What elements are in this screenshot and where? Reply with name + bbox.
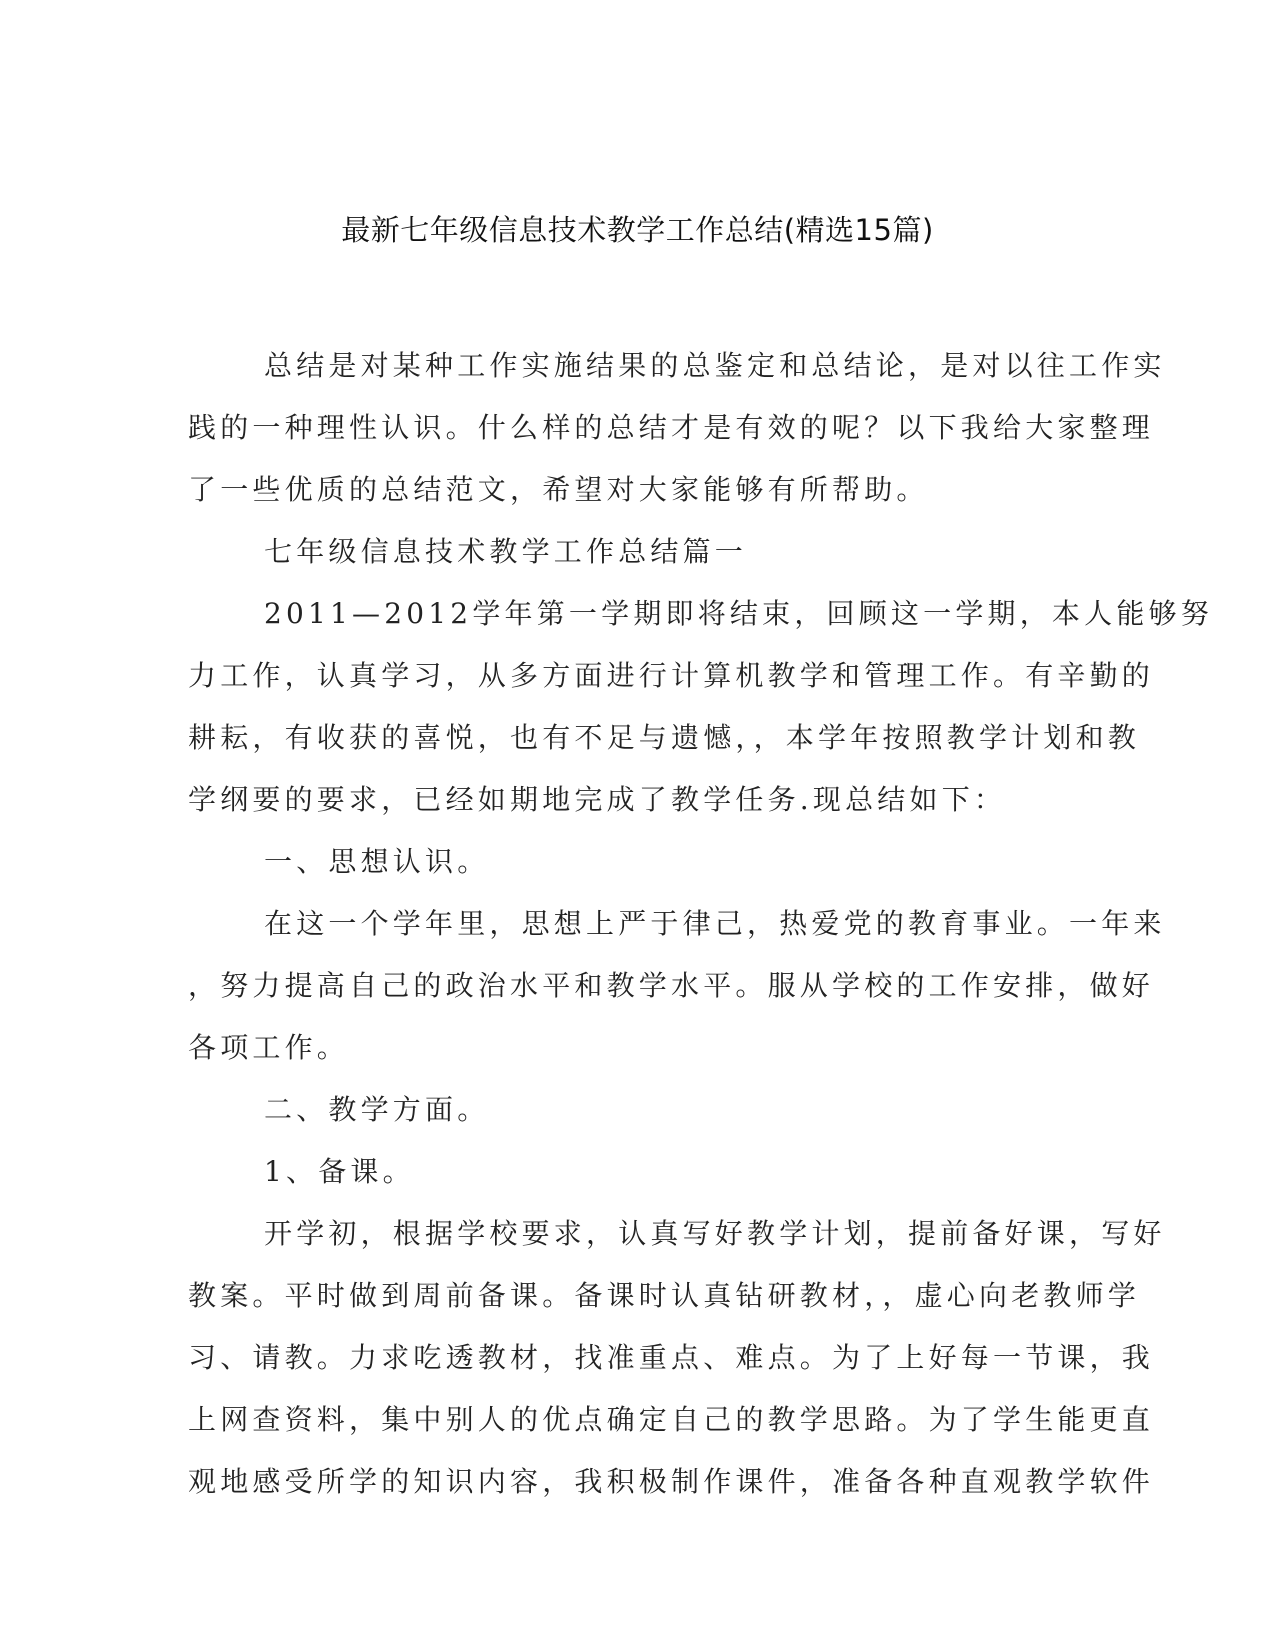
paragraph-opening bbox=[188, 583, 1213, 831]
text-line: 耕耘，有收获的喜悦，也有不足与遗憾，，本学年按照教学计划和教 bbox=[188, 721, 1141, 754]
text-line: 七年级信息技术教学工作总结篇一 bbox=[264, 535, 748, 568]
paragraph-lesson-prep bbox=[188, 1203, 1166, 1513]
text-line: 观地感受所学的知识内容，我积极制作课件，准备各种直观教学软件 bbox=[188, 1465, 1155, 1498]
text-line: 一、思想认识。 bbox=[264, 845, 490, 878]
document-body bbox=[188, 335, 1213, 1513]
text-line: 2011—2012学年第一学期即将结束，回顾这一学期，本人能够努 bbox=[264, 597, 1213, 630]
text-line: 在这一个学年里，思想上严于律己，热爱党的教育事业。一年来 bbox=[264, 907, 1166, 940]
subheading-lesson-prep bbox=[188, 1141, 1078, 1203]
text-line: 二、教学方面。 bbox=[264, 1093, 490, 1126]
section-heading bbox=[188, 521, 1078, 583]
text-line: 上网查资料，集中别人的优点确定自己的教学思路。为了学生能更直 bbox=[188, 1403, 1155, 1436]
text-line: 力工作，认真学习，从多方面进行计算机教学和管理工作。有辛勤的 bbox=[188, 659, 1155, 692]
paragraph-intro bbox=[188, 335, 1166, 521]
text-line: 开学初，根据学校要求，认真写好教学计划，提前备好课，写好 bbox=[264, 1217, 1166, 1250]
text-line: 1、备课。 bbox=[264, 1155, 415, 1188]
text-line: 各项工作。 bbox=[188, 1031, 350, 1064]
document-title: 最新七年级信息技术教学工作总结(精选15篇) bbox=[341, 213, 934, 247]
subheading-teaching bbox=[188, 1079, 1078, 1141]
text-line: 教案。平时做到周前备课。备课时认真钻研教材，，虚心向老教师学 bbox=[188, 1279, 1141, 1312]
text-line: ，努力提高自己的政治水平和教学水平。服从学校的工作安排，做好 bbox=[188, 969, 1155, 1002]
text-line: 了一些优质的总结范文，希望对大家能够有所帮助。 bbox=[188, 473, 929, 506]
text-line: 践的一种理性认识。什么样的总结才是有效的呢？以下我给大家整理 bbox=[188, 411, 1155, 444]
paragraph-thought bbox=[188, 893, 1166, 1079]
text-line: 习、请教。力求吃透教材，找准重点、难点。为了上好每一节课，我 bbox=[188, 1341, 1155, 1374]
text-line: 总结是对某种工作实施结果的总鉴定和总结论，是对以往工作实 bbox=[264, 349, 1166, 382]
text-line: 学纲要的要求，已经如期地完成了教学任务.现总结如下： bbox=[188, 783, 1007, 816]
subheading-thought bbox=[188, 831, 1078, 893]
